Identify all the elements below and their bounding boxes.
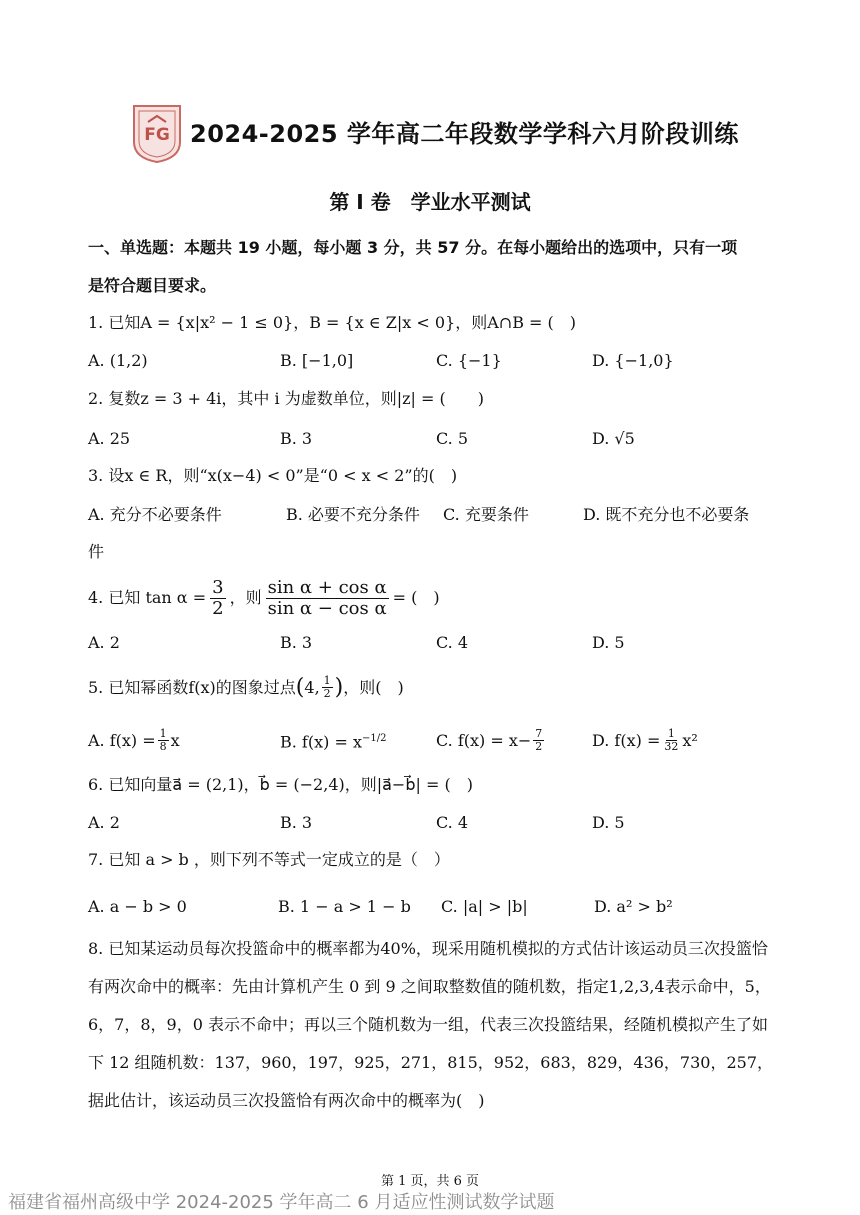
option-suffix: x	[170, 730, 180, 750]
question-5-option-b	[280, 728, 386, 753]
question-5-point-y	[322, 675, 333, 700]
question-4-fraction-tan	[210, 578, 225, 619]
open-paren: (	[295, 674, 305, 700]
question-4-option-d: D. 5	[592, 633, 625, 652]
watermark-text: 福建省福州高级中学 2024-2025 学年高二 6 月适应性测试数学试题	[8, 1192, 555, 1213]
option-fraction	[533, 728, 544, 753]
section-instructions-line1: 一、单选题：本题共 19 小题，每小题 3 分，共 57 分。在每小题给出的选项中，只有一项	[88, 238, 738, 257]
question-3-option-d: D. 既不充分也不必要条	[583, 505, 750, 524]
fraction-numerator: sin α + cos α	[267, 576, 387, 598]
question-3-stem: 3. 设x ∈ R，则“x(x−4) < 0”是“0 < x < 2”的( )	[88, 466, 458, 485]
question-3-option-a: A. 充分不必要条件	[88, 505, 222, 524]
question-6-stem: 6. 已知向量a⃗ = (2,1)，b⃗ = (−2,4)，则|a⃗−b⃗| = ( )	[88, 775, 473, 794]
question-5-option-c	[436, 728, 546, 753]
option-suffix: x²	[682, 730, 698, 750]
school-logo-icon	[128, 102, 186, 164]
question-1-option-b: B. [−1,0]	[280, 351, 354, 370]
question-4-option-b: B. 3	[280, 633, 313, 652]
question-6-option-d: D. 5	[592, 813, 625, 832]
question-2-option-b: B. 3	[280, 429, 313, 448]
fraction-numerator: 1	[667, 727, 675, 740]
question-5-point-x: 4	[304, 677, 315, 697]
page-footer: 第 1 页，共 6 页	[380, 1174, 480, 1189]
close-paren: )	[334, 674, 344, 700]
question-3-option-d-continued: 件	[88, 542, 105, 561]
option-prefix: D. f(x) =	[592, 730, 661, 750]
question-7-stem: 7. 已知 a > b ，则下列不等式一定成立的是（ ）	[88, 850, 450, 869]
question-4-mid: ，则	[229, 588, 262, 607]
question-5-prefix: 5. 已知幂函数f(x)的图象过点	[88, 677, 296, 697]
question-6-option-a: A. 2	[88, 813, 120, 832]
question-1-option-d: D. {−1,0}	[592, 351, 674, 370]
option-prefix: B. f(x) = x	[280, 732, 362, 752]
question-3-option-c: C. 充要条件	[443, 505, 529, 524]
question-5-stem	[88, 675, 404, 700]
fraction-numerator: 3	[212, 576, 224, 598]
fraction-denominator: 2	[323, 687, 331, 701]
page-title: 2024-2025 学年高二年段数学学科六月阶段训练	[190, 120, 739, 148]
fraction-denominator: 8	[159, 740, 167, 754]
question-3-option-b: B. 必要不充分条件	[286, 505, 420, 524]
question-8-text: 8. 已知某运动员每次投篮命中的概率都为40%，现采用随机模拟的方式估计该运动员三次投篮恰有两次命中的概率：先由计算机产生 0 到 9 之间取整数值的随机数，指定1,2,3,4表示命中，5，6，7，8，9，0 表示不命中；再以三个随机数为一组，代表三次投篮结果，经随机模拟产生了如下 12 组随机数：137，960，197，925，271，815，952，683，829，436，730，257，据此估计，该运动员三次投篮恰有两次命中的概率为( )	[88, 939, 774, 1110]
question-7-option-c: C. |a| > |b|	[441, 897, 528, 916]
fraction-numerator: 7	[535, 727, 543, 740]
option-fraction	[158, 728, 169, 753]
option-prefix: C. f(x) = x−	[436, 730, 532, 750]
question-5-suffix: ，则( )	[343, 677, 404, 697]
fraction-denominator: 2	[535, 740, 543, 754]
fraction-numerator: 1	[323, 674, 331, 687]
option-fraction	[662, 728, 680, 753]
option-prefix: A. f(x) =	[88, 730, 156, 750]
question-1-option-a: A. (1,2)	[88, 351, 148, 370]
question-2-option-a: A. 25	[88, 429, 131, 448]
question-1-option-c: C. {−1}	[436, 351, 502, 370]
question-7-option-d: D. a² > b²	[594, 897, 673, 916]
question-2-option-d: D. √5	[592, 429, 635, 448]
fraction-numerator: 1	[159, 727, 167, 740]
fraction-denominator: 32	[664, 740, 679, 754]
question-2-option-c: C. 5	[436, 429, 469, 448]
question-4-suffix: = ( )	[392, 588, 440, 607]
comma: ,	[314, 677, 320, 697]
question-5-option-d	[592, 728, 698, 753]
question-6-option-b: B. 3	[280, 813, 313, 832]
question-4-stem	[88, 572, 440, 624]
question-4-prefix: 4. 已知 tan α =	[88, 588, 207, 607]
logo-text: FG	[144, 125, 170, 145]
question-6-option-c: C. 4	[436, 813, 469, 832]
title-row	[0, 100, 860, 166]
question-4-fraction-expression	[266, 578, 389, 619]
question-2-stem: 2. 复数z = 3 + 4i，其中 i 为虚数单位，则|z| = ( )	[88, 389, 484, 408]
question-7-option-b: B. 1 − a > 1 − b	[278, 897, 411, 916]
question-1-stem: 1. 已知A = {x|x² − 1 ≤ 0}，B = {x ∈ Z|x < 0}，则A∩B = ( )	[88, 313, 577, 332]
option-exponent: −1/2	[361, 733, 387, 744]
section-instructions-line2: 是符合题目要求。	[88, 276, 217, 295]
question-7-option-a: A. a − b > 0	[88, 897, 187, 916]
fraction-denominator: sin α − cos α	[267, 597, 387, 619]
fraction-denominator: 2	[212, 597, 224, 619]
section-title: 第 Ⅰ 卷 学业水平测试	[329, 190, 531, 214]
question-4-option-c: C. 4	[436, 633, 469, 652]
question-5-option-a	[88, 728, 180, 753]
question-4-option-a: A. 2	[88, 633, 120, 652]
